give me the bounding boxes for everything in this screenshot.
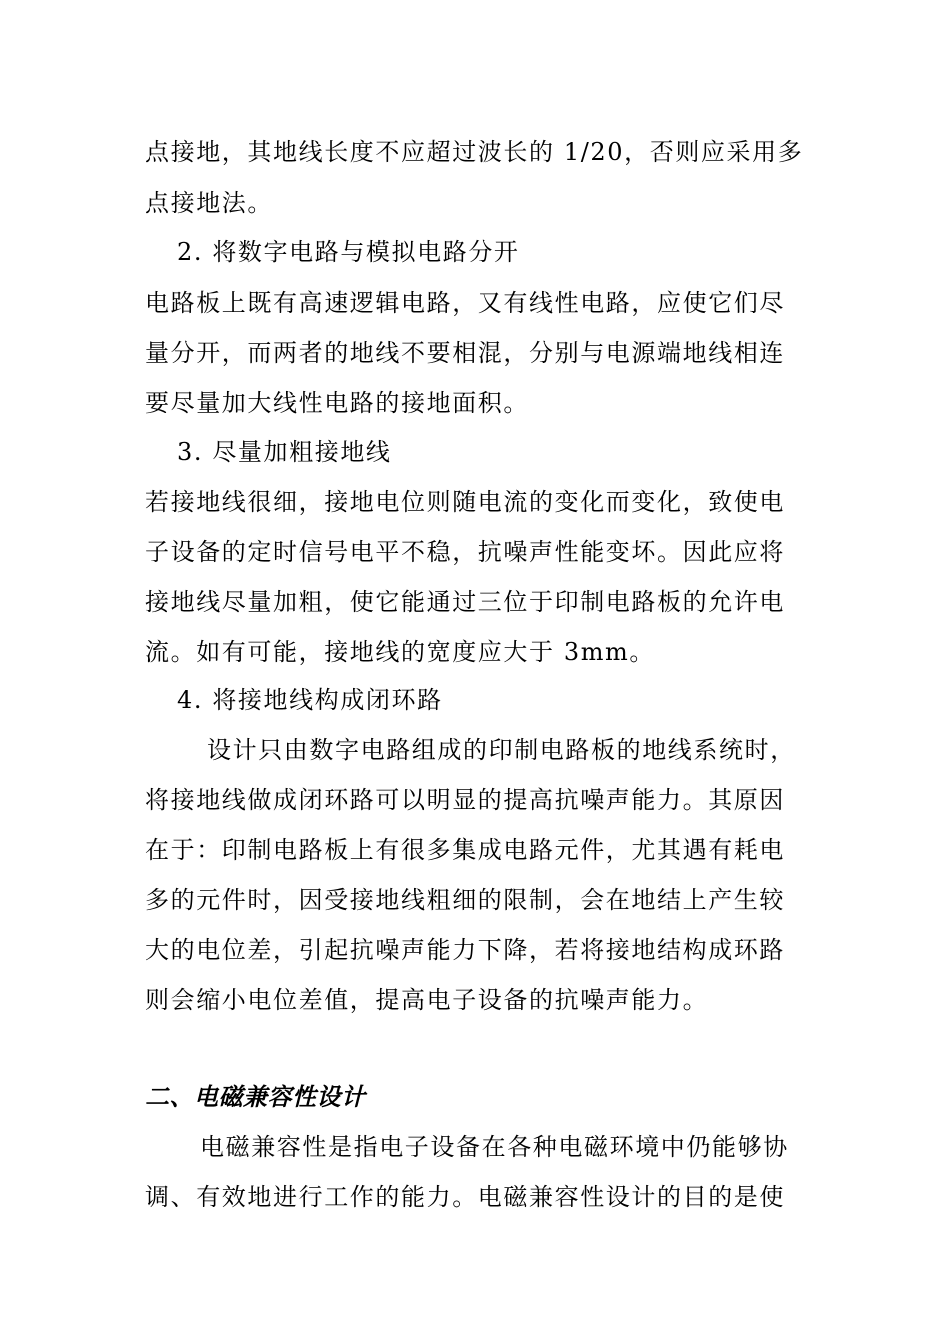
paragraph-line: 将接地线做成闭环路可以明显的提高抗噪声能力。其原因 — [145, 786, 785, 814]
paragraph-line: 多的元件时，因受接地线粗细的限制，会在地结上产生较 — [145, 886, 785, 914]
paragraph-line: 要尽量加大线性电路的接地面积。 — [145, 389, 529, 417]
paragraph-line: 子设备的定时信号电平不稳，抗噪声性能变坏。因此应将 — [145, 538, 785, 566]
paragraph-line: 调、有效地进行工作的能力。电磁兼容性设计的目的是使 — [145, 1183, 785, 1211]
paragraph-line: 点接地，其地线长度不应超过波长的 1/20，否则应采用多 — [145, 138, 804, 166]
subheading-4: 4. 将接地线构成闭环路 — [177, 686, 443, 714]
paragraph-line: 量分开，而两者的地线不要相混，分别与电源端地线相连 — [145, 339, 785, 367]
paragraph-line: 电路板上既有高速逻辑电路，又有线性电路，应使它们尽 — [145, 289, 785, 317]
paragraph-line: 接地线尽量加粗，使它能通过三位于印制电路板的允许电 — [145, 588, 785, 616]
subheading-2: 2. 将数字电路与模拟电路分开 — [177, 238, 520, 266]
paragraph-line: 大的电位差，引起抗噪声能力下降，若将接地结构成环路 — [145, 936, 785, 964]
paragraph-line: 若接地线很细，接地电位则随电流的变化而变化，致使电 — [145, 488, 785, 516]
paragraph-line: 流。如有可能，接地线的宽度应大于 3mm。 — [145, 638, 656, 666]
paragraph-line: 在于：印制电路板上有很多集成电路元件，尤其遇有耗电 — [145, 836, 785, 864]
paragraph-line: 点接地法。 — [145, 189, 273, 217]
section-heading: 二、电磁兼容性设计 — [145, 1082, 366, 1111]
paragraph-line: 则会缩小电位差值，提高电子设备的抗噪声能力。 — [145, 986, 709, 1014]
paragraph-line: 电磁兼容性是指电子设备在各种电磁环境中仍能够协 — [200, 1133, 789, 1161]
subheading-3: 3. 尽量加粗接地线 — [177, 438, 392, 466]
paragraph-line: 设计只由数字电路组成的印制电路板的地线系统时， — [207, 736, 796, 764]
